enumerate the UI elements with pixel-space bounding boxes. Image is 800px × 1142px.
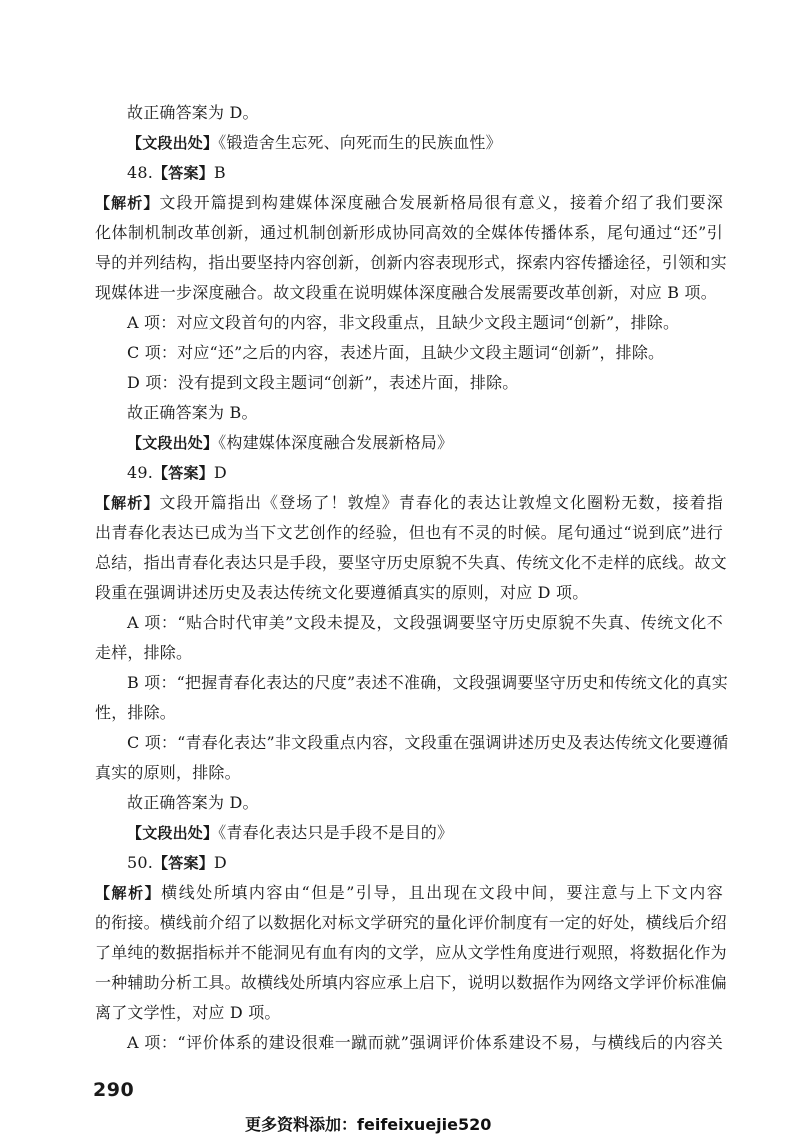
answer-heading: 48.【答案】B xyxy=(127,163,226,182)
footer-label: 更多资料添加： xyxy=(245,1115,358,1134)
paragraph-line: 总结，指出青春化表达只是手段，要坚守历史原貌不失真、传统文化不走样的底线。故文 xyxy=(95,553,727,572)
answer-conclusion: 故正确答案为 D。 xyxy=(127,103,259,122)
option-line: C 项：“青春化表达”非文段重点内容，文段重在强调讲述历史及表达传统文化要遵循 xyxy=(127,733,729,752)
option-line: D 项：没有提到文段主题词“创新”，表述片面，排除。 xyxy=(127,373,519,392)
option-line: A 项：“评价体系的建设很难一蹴而就”强调评价体系建设不易，与横线后的内容关 xyxy=(127,1033,723,1052)
footer-contact-id: feifeixuejie520 xyxy=(357,1115,492,1134)
paragraph-line: 真实的原则，排除。 xyxy=(95,763,241,782)
paragraph-line: 导的并列结构，指出要坚持内容创新，创新内容表现形式，探索内容传播途径，引领和实 xyxy=(95,253,727,272)
analysis-line: 【解析】文段开篇提到构建媒体深度融合发展新格局很有意义，接着介绍了我们要深 xyxy=(95,193,723,212)
paragraph-line: 的衔接。横线前介绍了以数据化对标文学研究的量化评价制度有一定的好处，横线后介绍 xyxy=(95,913,727,932)
option-line: A 项：对应文段首句的内容，非文段重点，且缺少文段主题词“创新”，排除。 xyxy=(127,313,680,332)
footer-note xyxy=(245,1112,491,1135)
paragraph-line: 出青春化表达已成为当下文艺创作的经验，但也有不灵的时候。尾句通过“说到底”进行 xyxy=(95,523,723,542)
answer-heading: 50.【答案】D xyxy=(127,853,227,872)
option-line: C 项：对应“还”之后的内容，表述片面，且缺少文段主题词“创新”，排除。 xyxy=(127,343,665,362)
source-line: 【文段出处】《锻造舍生忘死、向死而生的民族血性》 xyxy=(127,133,502,152)
paragraph-line: 化体制机制改革创新，通过机制创新形成协同高效的全媒体传播体系，尾句通过“还”引 xyxy=(95,223,723,242)
paragraph-line: 性，排除。 xyxy=(95,703,177,722)
paragraph-line: 现媒体进一步深度融合。故文段重在说明媒体深度融合发展需要改革创新，对应 B 项。 xyxy=(95,283,717,302)
paragraph-line: 了单纯的数据指标并不能洞见有血有肉的文学，应从文学性角度进行观照，将数据化作为 xyxy=(95,943,727,962)
page-number: 290 xyxy=(93,1079,135,1101)
answer-conclusion: 故正确答案为 D。 xyxy=(127,793,259,812)
source-line: 【文段出处】《构建媒体深度融合发展新格局》 xyxy=(127,433,454,452)
option-line: B 项：“把握青春化表达的尺度”表述不准确，文段强调要坚守历史和传统文化的真实 xyxy=(127,673,729,692)
source-line: 【文段出处】《青春化表达只是手段不是目的》 xyxy=(127,823,454,842)
option-line: A 项：“贴合时代审美”文段未提及，文段强调要坚守历史原貌不失真、传统文化不 xyxy=(127,613,723,632)
paragraph-line: 段重在强调讲述历史及表达传统文化要遵循真实的原则，对应 D 项。 xyxy=(95,583,589,602)
paragraph-line: 离了文学性，对应 D 项。 xyxy=(95,1003,281,1022)
answer-conclusion: 故正确答案为 B。 xyxy=(127,403,258,422)
paragraph-line: 一种辅助分析工具。故横线处所填内容应承上启下，说明以数据作为网络文学评价标准偏 xyxy=(95,973,727,992)
answer-heading: 49.【答案】D xyxy=(127,463,227,482)
analysis-line: 【解析】文段开篇指出《登场了！敦煌》青春化的表达让敦煌文化圈粉无数，接着指 xyxy=(95,493,723,512)
analysis-line: 【解析】横线处所填内容由“但是”引导，且出现在文段中间，要注意与上下文内容 xyxy=(95,883,723,902)
paragraph-line: 走样，排除。 xyxy=(95,643,193,662)
